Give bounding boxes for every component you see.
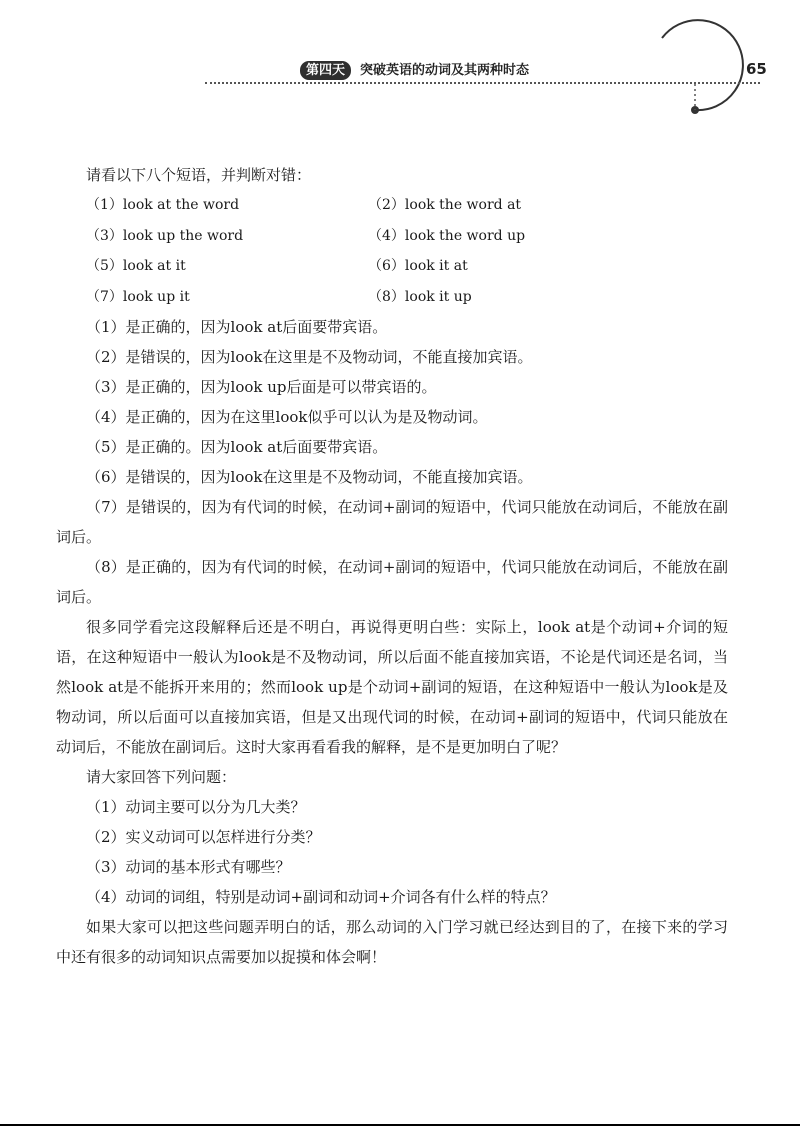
- phrase-item: （3）look up the word: [86, 227, 244, 244]
- answer-item: （5）是正确的。因为look at后面要带宾语。: [86, 438, 388, 456]
- header-dotted-rule: [205, 82, 760, 84]
- answer-item: （1）是正确的，因为look at后面要带宾语。: [86, 318, 388, 336]
- questions-intro: 请大家回答下列问题：: [86, 768, 237, 786]
- phrase-item: （1）look at the word: [86, 197, 240, 213]
- answer-item-7: （7）是错误的，因为有代词的时候，在动词+副词的短语中，代词只能放在动词后，不能放在副词后。: [56, 498, 728, 546]
- question-item: （1）动词主要可以分为几大类？: [86, 798, 306, 816]
- answer-item: （4）是正确的，因为在这里look似乎可以认为是及物动词。: [86, 408, 488, 426]
- intro-text: 请看以下八个短语，并判断对错：: [86, 166, 312, 184]
- phrase-row: [56, 251, 728, 282]
- question-item: （3）动词的基本形式有哪些？: [86, 858, 291, 876]
- phrase-row: [56, 282, 728, 313]
- closing-paragraph: 如果大家可以把这些问题弄明白的话，那么动词的入门学习就已经达到目的了，在接下来的学习中还有很多的动词知识点需要加以捉摸和体会啊！: [56, 918, 728, 966]
- phrase-item: （8）look it up: [368, 288, 472, 305]
- chapter-title: 突破英语的动词及其两种时态: [360, 63, 530, 78]
- answer-item-8: （8）是正确的，因为有代词的时候，在动词+副词的短语中，代词只能放在动词后，不能放在副词后。: [56, 558, 728, 606]
- phrase-item: （6）look it at: [368, 258, 468, 274]
- decorative-arc-icon: [640, 18, 750, 118]
- phrase-item: （7）look up it: [86, 288, 190, 305]
- phrase-row: [56, 221, 728, 252]
- explanation-paragraph: 很多同学看完这段解释后还是不明白，再说得更明白些：实际上，look at是个动词+介词的短语，在这种短语中一般认为look是不及物动词，所以后面不能直接加宾语，不论是代词还是名词，当然look at是不能拆开来用的；然而look up是个动词+副词的短语，在这种短语中一般认为look是及物动词，所以后面可以直接加宾语，但是又出现代词的时候，在动词+副词的短语中，代词只能放在动词后，不能放在副词后。这时大家再看看我的解释，是不是更加明白了呢？: [56, 618, 728, 756]
- phrase-item: （5）look at it: [86, 258, 186, 274]
- phrase-item: （2）look the word at: [368, 197, 522, 213]
- answer-item: （2）是错误的，因为look在这里是不及物动词，不能直接加宾语。: [86, 348, 533, 366]
- page-body: [56, 160, 728, 972]
- page-number: 65: [746, 60, 767, 78]
- day-badge: 第四天: [300, 61, 351, 80]
- page-header: [0, 0, 800, 120]
- phrase-row: [56, 190, 728, 221]
- question-item: （4）动词的词组，特别是动词+副词和动词+介词各有什么样的特点？: [86, 888, 556, 906]
- answer-item: （3）是正确的，因为look up后面是可以带宾语的。: [86, 378, 437, 396]
- bottom-rule: [0, 1124, 800, 1126]
- question-item: （2）实义动词可以怎样进行分类？: [86, 828, 321, 846]
- phrase-item: （4）look the word up: [368, 227, 526, 244]
- answer-item: （6）是错误的，因为look在这里是不及物动词，不能直接加宾语。: [86, 468, 533, 486]
